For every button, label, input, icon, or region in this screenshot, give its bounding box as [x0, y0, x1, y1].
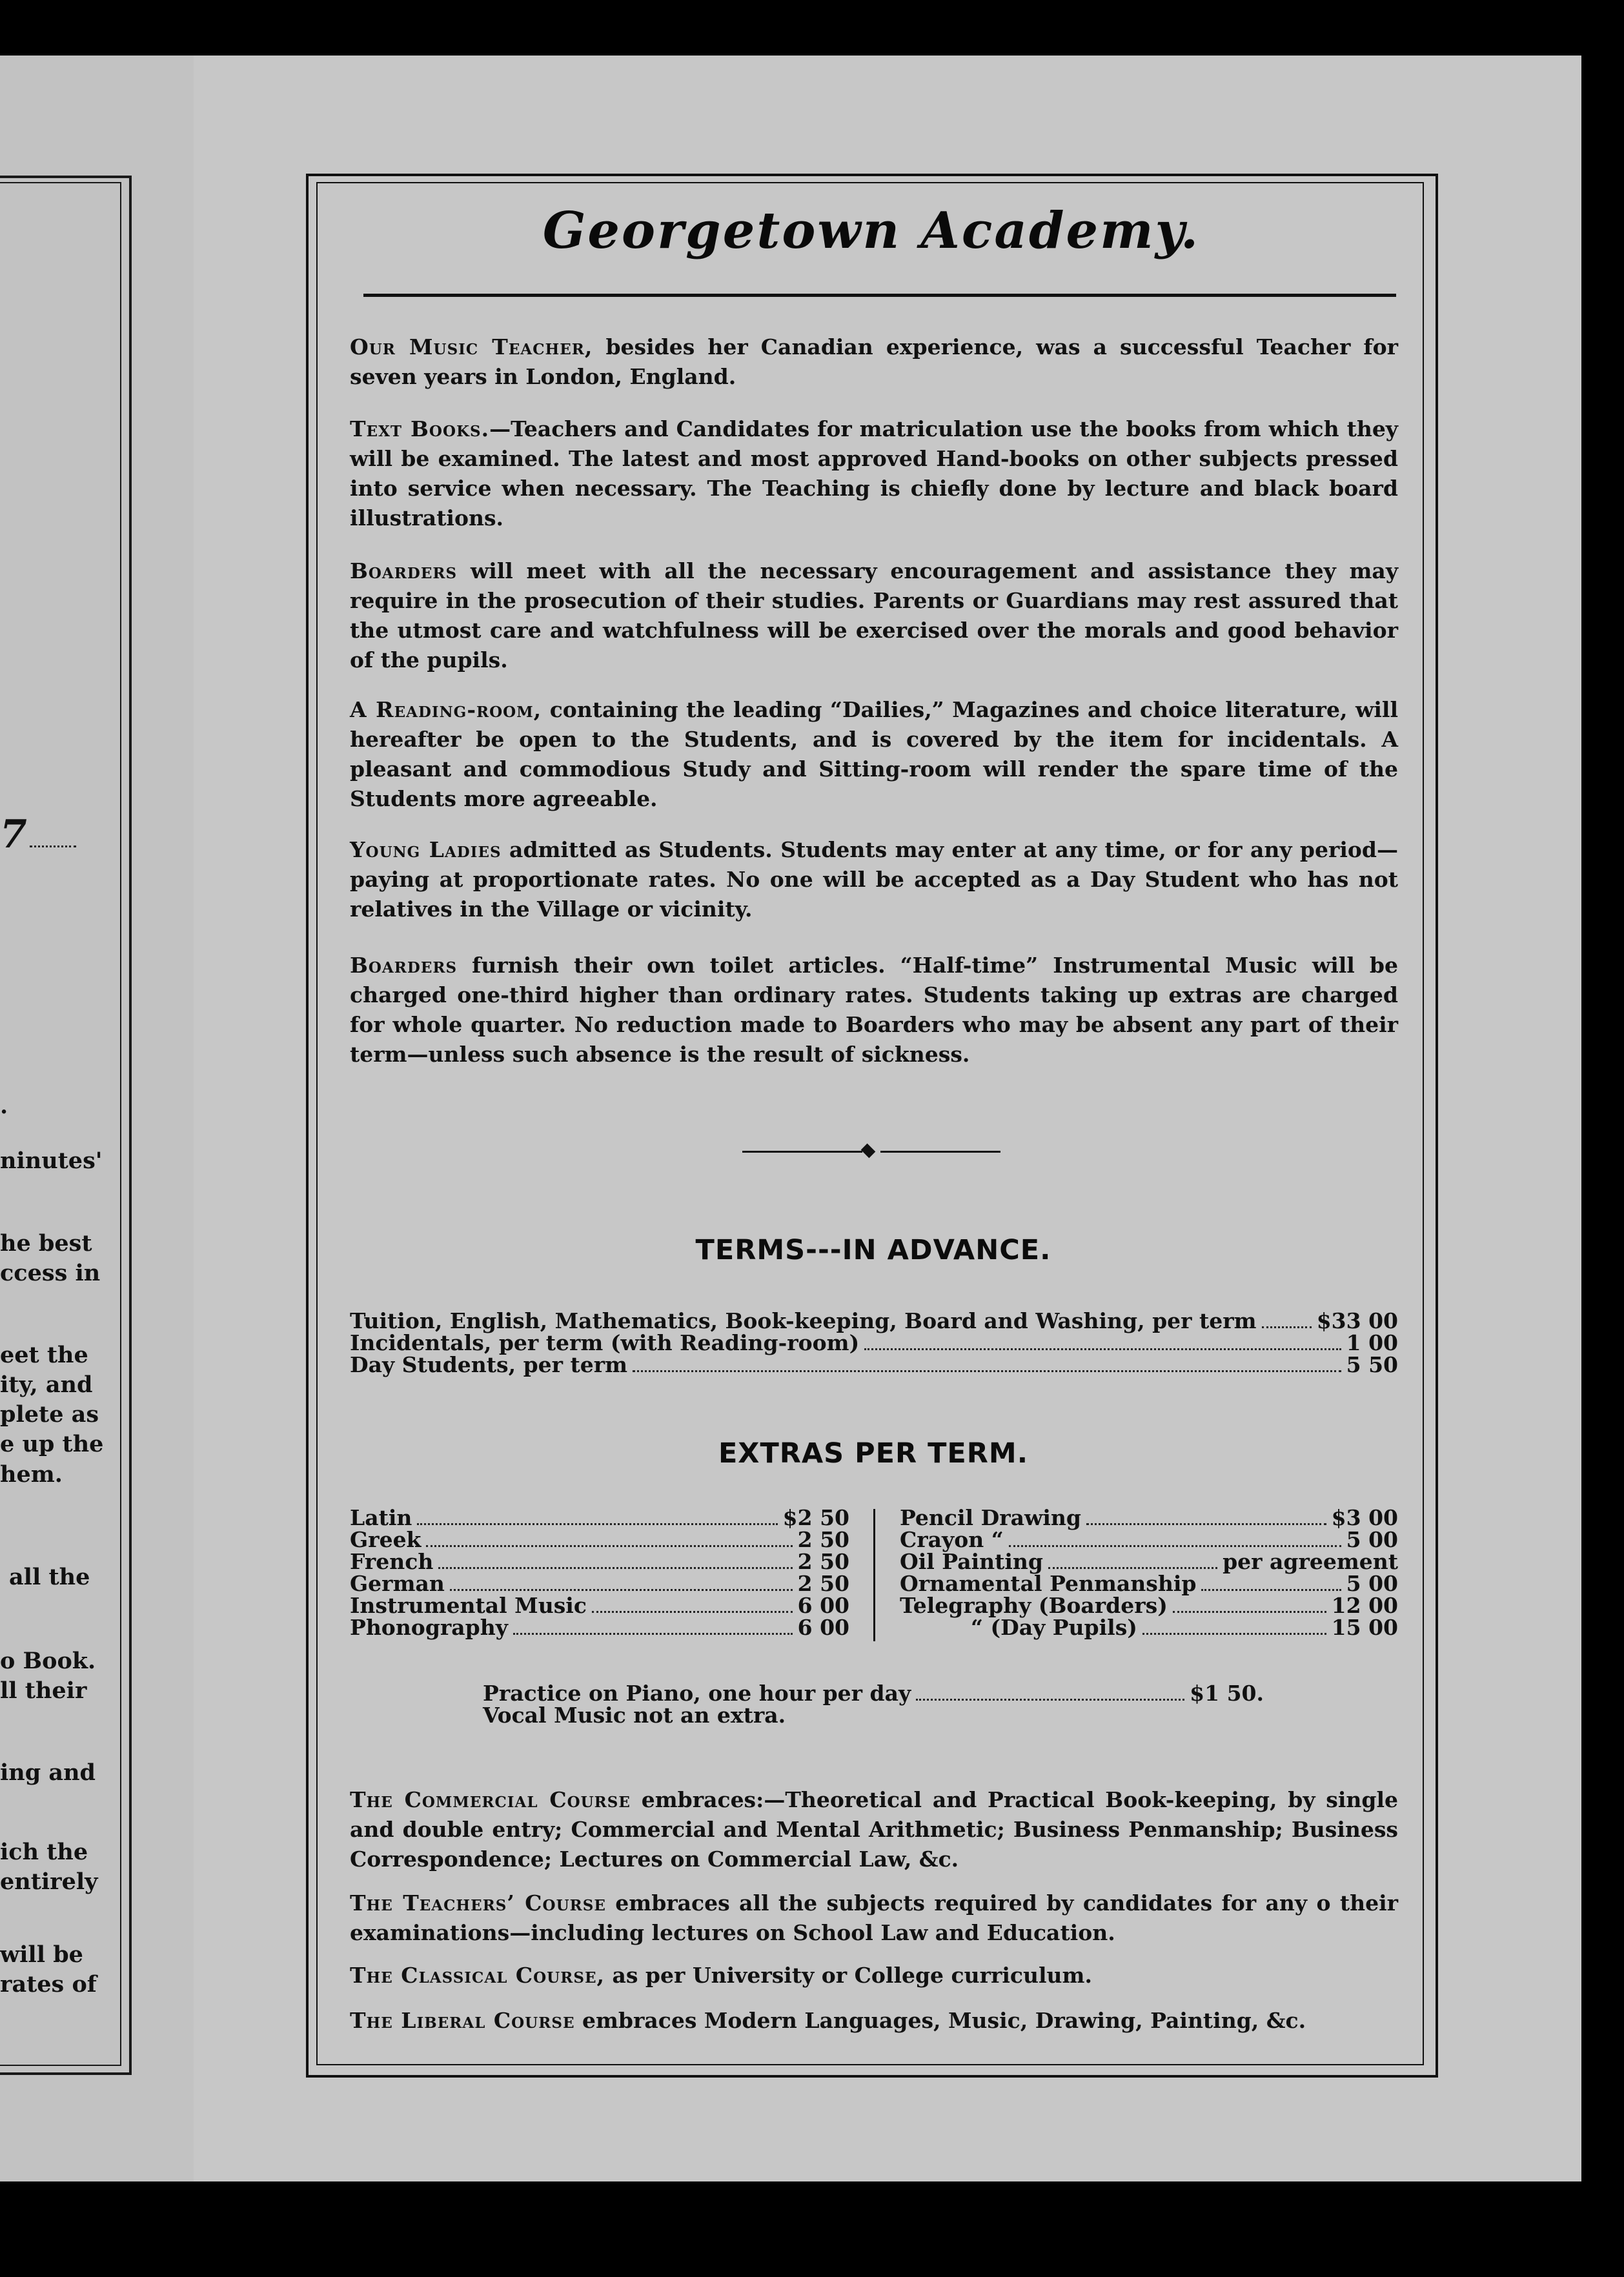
- terms-price: $33 00: [1316, 1308, 1398, 1333]
- left-fragment: ll their: [0, 1677, 87, 1704]
- extras-row: Pencil Drawing $3 00: [900, 1505, 1398, 1530]
- left-fragment: he best: [0, 1230, 92, 1257]
- paragraph-liberal-course: The Liberal Course embraces Modern Languages, Music, Drawing, Painting, &c.: [350, 2008, 1306, 2033]
- left-fragment: o Book.: [0, 1648, 96, 1674]
- extras-heading: EXTRAS PER TERM.: [718, 1437, 1029, 1470]
- paragraph-text-books: Text Books.—Teachers and Candidates for matriculation use the books from which they will be examined. The latest and most approved Hand-books on other subjects pressed into service when necessary. The Teaching is chiefly done by lecture and black board illustrations.: [350, 416, 1398, 531]
- terms-row: [350, 1332, 1398, 1354]
- vocal-music-note: Vocal Music not an extra.: [483, 1703, 786, 1728]
- left-fragment: plete as: [0, 1401, 99, 1428]
- extras-row: French 2 50: [350, 1549, 849, 1574]
- left-fragment: will be: [0, 1941, 83, 1968]
- left-fragment: e up the: [0, 1431, 104, 1457]
- left-fragment: rates of: [0, 1971, 97, 1998]
- extras-row: Latin $2 50: [350, 1505, 849, 1530]
- terms-heading: TERMS---IN ADVANCE.: [695, 1234, 1051, 1266]
- terms-label: Incidentals, per term (with Reading-room): [350, 1330, 860, 1355]
- extras-row: Instrumental Music 6 00: [350, 1593, 849, 1618]
- terms-label: Tuition, English, Mathematics, Book-keeping, Board and Washing, per term: [350, 1308, 1257, 1333]
- paragraph-reading-room: A Reading-room, containing the leading “Dailies,” Magazines and choice literature, will hereafter be open to the Students, and is covered by the item for incidentals. A pleasant and commodious Study and Sitting-room will render the spare time of the Students more agreeable.: [350, 697, 1398, 811]
- left-fragment: ing and: [0, 1759, 96, 1786]
- left-fragment: eet the: [0, 1342, 88, 1368]
- left-fragment: all the: [9, 1564, 90, 1590]
- left-fragment: hem.: [0, 1461, 63, 1488]
- extras-row: Oil Painting per agreement: [900, 1549, 1398, 1574]
- extras-left-column: [350, 1507, 849, 1639]
- practice-line: Practice on Piano, one hour per day $1 50.: [483, 1681, 1264, 1706]
- paragraph-young-ladies: Young Ladies admitted as Students. Students may enter at any time, or for any period—paying at proportionate rates. No one will be accepted as a Day Student who has not relatives in the Village or vicinity.: [350, 837, 1399, 922]
- left-fragment: ccess in: [0, 1260, 101, 1286]
- left-fragment: .: [0, 1093, 8, 1119]
- paragraph-boarders: Boarders will meet with all the necessary encouragement and assistance they may require in the prosecution of their studies. Parents or Guardians may rest assured that the utmost care and watchfulness will be exercised over the morals and good behavior of the pupils.: [350, 558, 1398, 673]
- extras-row: “ (Day Pupils) 15 00: [971, 1615, 1398, 1640]
- extras-row: German 2 50: [350, 1571, 849, 1596]
- extras-row: Telegraphy (Boarders) 12 00: [900, 1593, 1398, 1618]
- extras-row: Ornamental Penmanship 5 00: [900, 1571, 1398, 1596]
- paragraph-teachers-course: The Teachers’ Course embraces all the subjects required by candidates for any o their examinations—including lectures on School Law and Education.: [350, 1890, 1398, 1945]
- extras-row: Crayon “ 5 00: [900, 1527, 1398, 1552]
- title-divider: [363, 294, 1396, 297]
- paragraph-commercial-course: The Commercial Course embraces:—Theoretical and Practical Book-keeping, by single and double entry; Commercial and Mental Arithmetic; Business Penmanship; Business Correspondence; Lectures on Commercial Law, &c.: [350, 1787, 1398, 1872]
- extras-right-column: [900, 1507, 1398, 1639]
- left-fragment: ninutes': [0, 1148, 103, 1174]
- terms-price: 5 50: [1346, 1352, 1398, 1377]
- terms-price: 1 00: [1346, 1330, 1398, 1355]
- terms-row: [350, 1354, 1398, 1376]
- left-fragment: entirely: [0, 1868, 98, 1895]
- ornamental-divider: [742, 1149, 1000, 1153]
- left-fragment: ity, and: [0, 1371, 93, 1398]
- paragraph-music-teacher: Our Music Teacher, besides her Canadian experience, was a successful Teacher for seven years in London, England.: [350, 334, 1398, 389]
- terms-row: [350, 1310, 1398, 1332]
- paragraph-boarders-articles: Boarders furnish their own toilet articles. “Half-time” Instrumental Music will be charged one-third higher than ordinary rates. Students taking up extras are charged for whole quarter. No reduction made to Boarders who may be absent any part of their term—unless such absence is the result of sickness.: [350, 953, 1398, 1067]
- page-title: Georgetown Academy.: [542, 201, 1201, 260]
- terms-label: Day Students, per term: [350, 1352, 628, 1377]
- paragraph-classical-course: The Classical Course, as per University or College curriculum.: [350, 1963, 1092, 1988]
- extras-row: Phonography 6 00: [350, 1615, 849, 1640]
- left-fragment: 7: [0, 820, 76, 850]
- left-fragment: ich the: [0, 1839, 88, 1865]
- extras-column-divider: [873, 1509, 875, 1641]
- extras-row: Greek 2 50: [350, 1527, 849, 1552]
